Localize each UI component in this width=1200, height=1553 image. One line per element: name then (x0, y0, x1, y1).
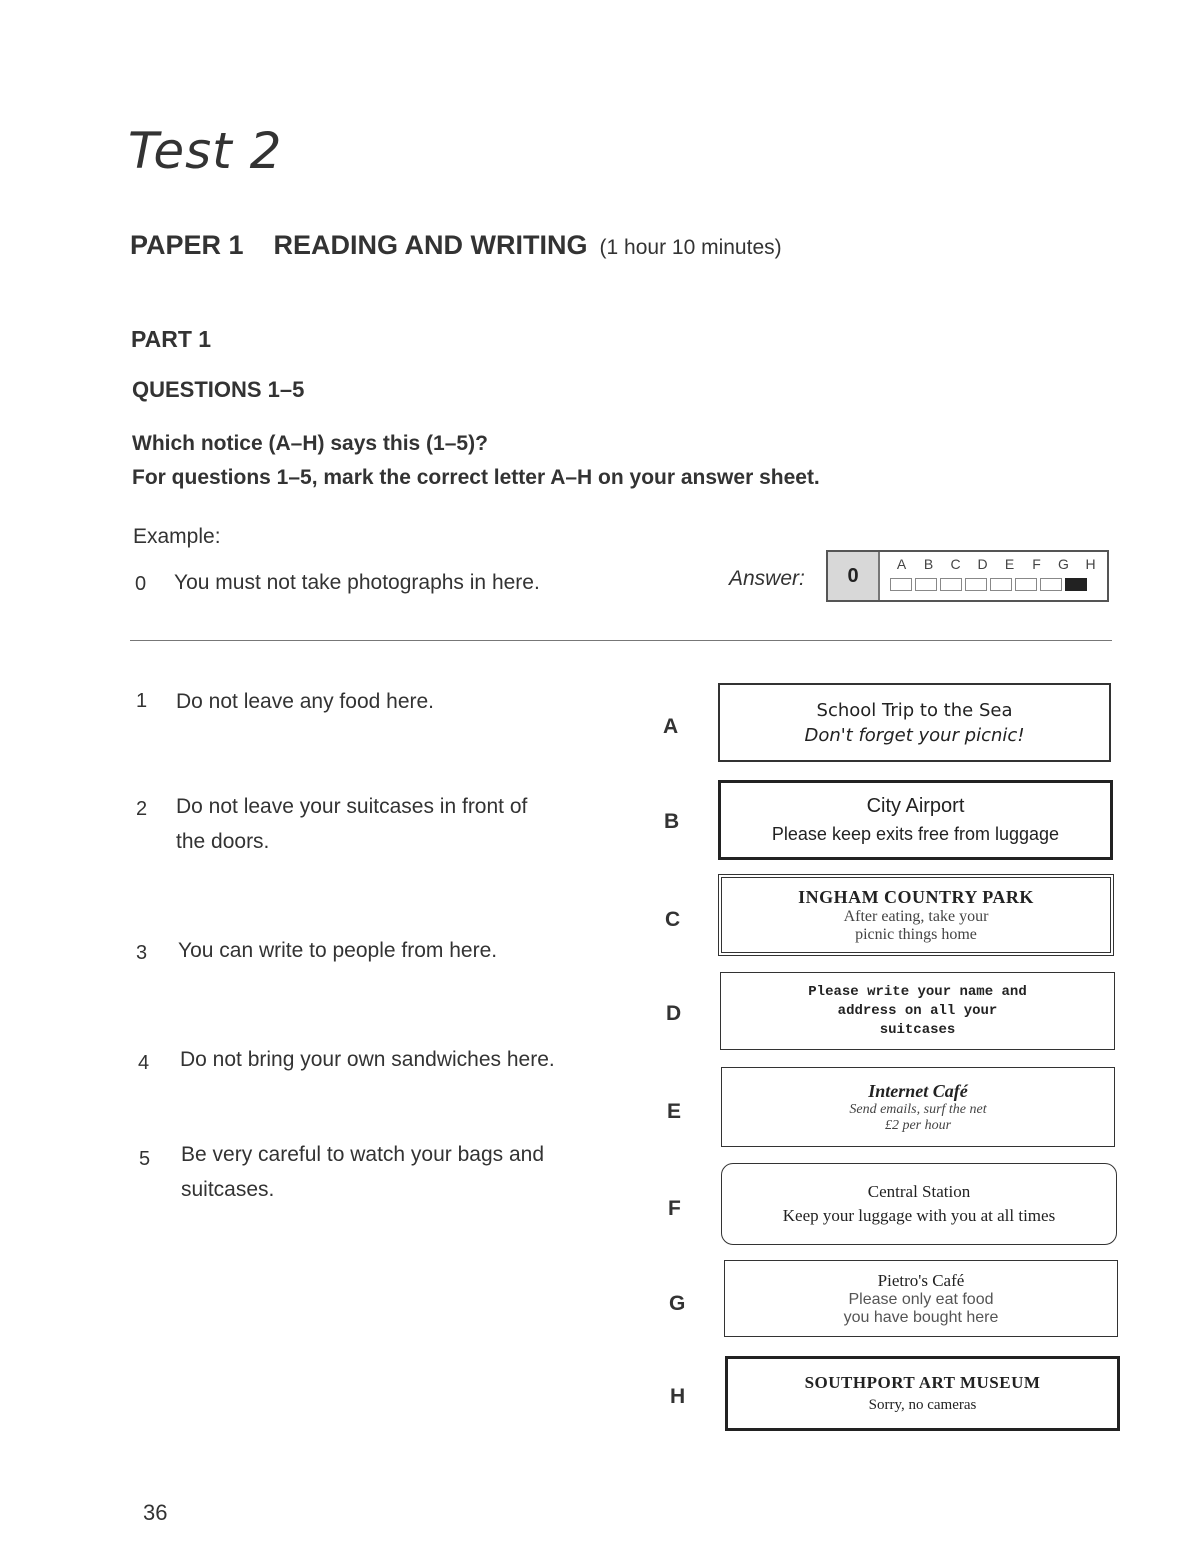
notice-line: address on all your (837, 1002, 998, 1019)
question-text (178, 933, 598, 968)
answer-slot (890, 578, 912, 591)
answer-slot (940, 578, 962, 591)
notice-d (720, 972, 1115, 1050)
question-number: 3 (136, 942, 148, 964)
answer-slot (915, 578, 937, 591)
section-divider (130, 640, 1112, 641)
notice-line: £2 per hour (884, 1117, 952, 1133)
notice-letter: D (666, 1002, 682, 1025)
answer-letter: D (977, 556, 988, 572)
question-line: Do not leave your suitcases in front of (176, 795, 528, 818)
question-line: the doors. (176, 830, 270, 853)
notice-letter: G (669, 1292, 686, 1315)
notice-line: SOUTHPORT ART MUSEUM (804, 1373, 1041, 1392)
notice-line: Please only eat food (848, 1290, 994, 1308)
instruction-1: Which notice (A–H) says this (1–5)? (132, 432, 488, 455)
answer-letter: F (1032, 556, 1041, 572)
notice-line: School Trip to the Sea (816, 699, 1013, 721)
notice-line: Internet Café (868, 1080, 968, 1101)
example-answer-box (826, 550, 1109, 602)
answer-slots (890, 578, 1090, 596)
paper-duration: (1 hour 10 minutes) (599, 236, 782, 259)
question-text (180, 1042, 600, 1077)
answer-label: Answer: (729, 567, 805, 590)
answer-slot (965, 578, 987, 591)
answer-letter: B (923, 556, 934, 572)
notice-letter: A (663, 715, 679, 738)
answer-letter: A (896, 556, 907, 572)
notice-b (718, 780, 1113, 860)
answer-letter: C (950, 556, 961, 572)
notice-letter: C (665, 908, 681, 931)
paper-heading (130, 230, 782, 261)
test-title: Test 2 (128, 122, 283, 180)
notice-line: Pietro's Café (877, 1270, 965, 1290)
paper-name: READING AND WRITING (273, 230, 588, 260)
example-text: You must not take photographs in here. (174, 571, 540, 594)
notice-line: Sorry, no cameras (868, 1397, 977, 1413)
answer-slot (990, 578, 1012, 591)
question-text (181, 1137, 601, 1207)
question-text (176, 789, 596, 859)
example-number: 0 (135, 573, 147, 595)
question-number: 4 (138, 1052, 150, 1074)
notice-letter: E (667, 1100, 682, 1123)
instruction-2: For questions 1–5, mark the correct letter A–H on your answer sheet. (132, 466, 820, 489)
notice-line: suitcases (879, 1021, 956, 1038)
notice-letter: F (668, 1197, 681, 1220)
notice-line: Send emails, surf the net (849, 1101, 987, 1117)
notice-line: picnic things home (855, 925, 977, 943)
question-text (176, 684, 596, 719)
paper-label: PAPER 1 (130, 230, 244, 260)
answer-letter: E (1004, 556, 1015, 572)
notice-f (721, 1163, 1117, 1245)
question-line: Do not leave any food here. (176, 690, 435, 713)
page-number: 36 (143, 1500, 168, 1525)
question-number: 2 (136, 798, 148, 820)
answer-slot (1040, 578, 1062, 591)
notice-line: Please write your name and (808, 983, 1027, 1000)
answer-letter: H (1085, 556, 1096, 572)
notice-letter: H (670, 1385, 686, 1408)
example-label: Example: (133, 525, 221, 548)
answer-number: 0 (828, 552, 880, 600)
notice-e (721, 1067, 1115, 1147)
questions-range: QUESTIONS 1–5 (132, 377, 305, 402)
notice-h (725, 1356, 1120, 1431)
notice-line: Central Station (867, 1182, 971, 1201)
notice-line: Keep your luggage with you at all times (782, 1206, 1056, 1225)
answer-slot (1015, 578, 1037, 591)
notice-line: you have bought here (843, 1308, 999, 1326)
notice-line: INGHAM COUNTRY PARK (798, 886, 1034, 907)
notice-c (718, 874, 1114, 956)
part-title: PART 1 (131, 326, 212, 352)
question-line: suitcases. (181, 1178, 275, 1201)
question-line: You can write to people from here. (178, 939, 498, 962)
answer-slot (1065, 578, 1087, 591)
notice-a (718, 683, 1111, 762)
notice-g (724, 1260, 1118, 1337)
answer-letter: G (1058, 556, 1069, 572)
question-number: 5 (139, 1148, 151, 1170)
question-number: 1 (136, 690, 148, 712)
question-line: Be very careful to watch your bags and (181, 1143, 545, 1166)
notice-line: After eating, take your (843, 907, 989, 925)
notice-letter: B (664, 810, 680, 833)
notice-line: Please keep exits free from luggage (771, 824, 1060, 844)
question-line: Do not bring your own sandwiches here. (180, 1048, 555, 1071)
notice-line: City Airport (866, 795, 965, 817)
answer-letters (888, 556, 1106, 574)
notice-line: Don't forget your picnic! (804, 724, 1025, 746)
